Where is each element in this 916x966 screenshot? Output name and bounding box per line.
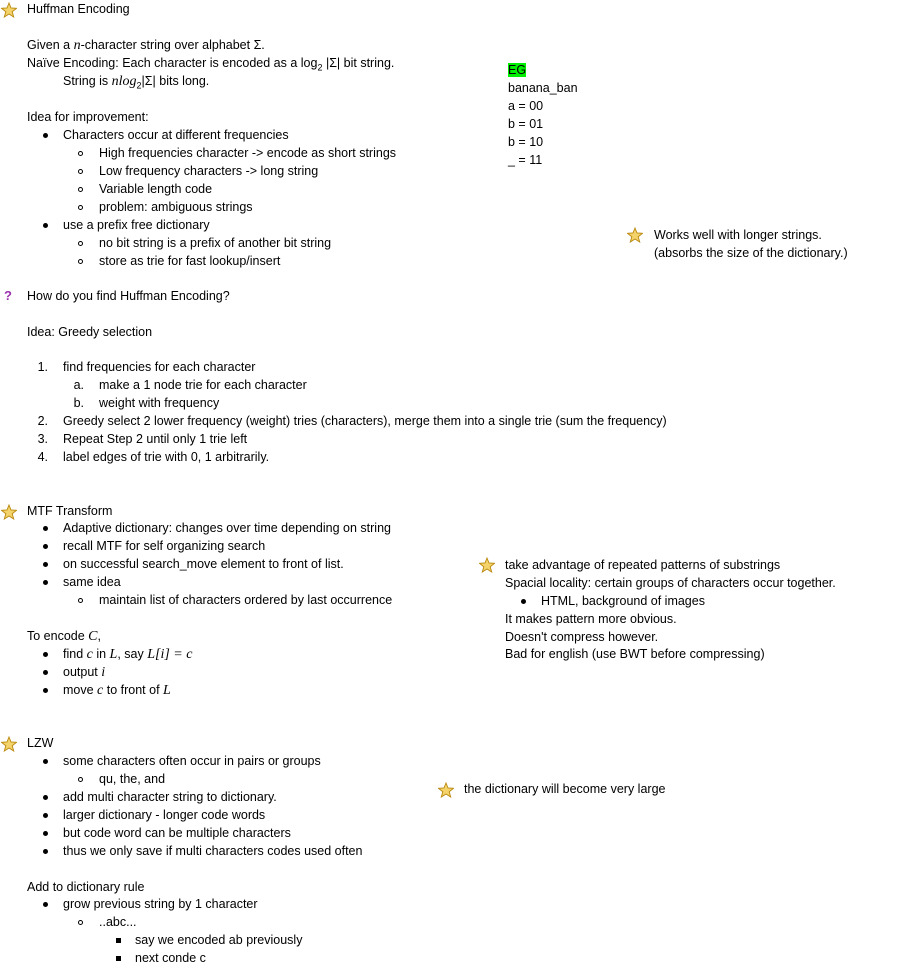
circle-bullet	[78, 169, 83, 174]
list-item: on successful search_move element to front of list.	[63, 557, 344, 571]
given-line: Given a n-character string over alphabet Σ.	[27, 38, 265, 53]
list-item: make a 1 node trie for each character	[99, 378, 307, 392]
section-title-find: How do you find Huffman Encoding?	[27, 289, 230, 303]
list-item: weight with frequency	[99, 396, 220, 410]
section-title-lzw: LZW	[27, 736, 54, 750]
list-item: store as trie for fast lookup/insert	[99, 254, 281, 268]
circle-bullet	[78, 151, 83, 156]
star-icon	[1, 504, 17, 520]
string-length-line: String is nlog$_2$|Σ| bits long.	[63, 74, 210, 91]
side-note: Works well with longer strings.	[654, 228, 822, 242]
list-item: find c in L, say L[i] = c	[63, 647, 193, 662]
eg-line: banana_ban	[508, 81, 578, 95]
side-note: (absorbs the size of the dictionary.)	[654, 246, 848, 260]
list-item: Characters occur at different frequencies	[63, 128, 289, 142]
list-item: some characters often occur in pairs or groups	[63, 754, 321, 768]
list-letter: a.	[73, 378, 84, 392]
idea-heading: Idea for improvement:	[27, 110, 149, 124]
list-item: label edges of trie with 0, 1 arbitrarily.	[63, 450, 270, 464]
list-item: Greedy select 2 lower frequency (weight) tries (characters), merge them into a single trie (sum the frequency)	[63, 414, 667, 428]
star-icon	[1, 736, 17, 752]
bullet	[43, 544, 48, 549]
star-icon	[1, 2, 17, 18]
side-note: HTML, background of images	[541, 594, 705, 608]
bullet	[43, 652, 48, 657]
circle-bullet	[78, 241, 83, 246]
list-number: 1.	[37, 360, 48, 374]
bullet	[43, 831, 48, 836]
list-item: next conde c	[135, 951, 206, 965]
side-note: the dictionary will become very large	[464, 782, 666, 796]
encode-heading: To encode C,	[27, 629, 101, 644]
bullet	[521, 599, 526, 604]
idea-line: Idea: Greedy selection	[27, 325, 153, 339]
bullet	[43, 223, 48, 228]
circle-bullet	[78, 187, 83, 192]
bullet	[43, 795, 48, 800]
list-item: Repeat Step 2 until only 1 trie left	[63, 432, 248, 446]
question-icon: ?	[4, 288, 12, 303]
list-item: qu, the, and	[99, 772, 166, 786]
eg-line: b = 01	[508, 117, 544, 131]
list-item: ..abc...	[99, 915, 137, 929]
bullet	[43, 688, 48, 693]
bullet	[43, 670, 48, 675]
bullet	[43, 849, 48, 854]
list-number: 4.	[37, 450, 48, 464]
side-note: Bad for english (use BWT before compressing)	[505, 647, 765, 661]
list-item: output i	[63, 665, 106, 680]
list-item: move c to front of L	[63, 683, 171, 698]
bullet	[43, 580, 48, 585]
list-item: Variable length code	[99, 182, 213, 196]
list-item: use a prefix free dictionary	[63, 218, 210, 232]
eg-line: _ = 11	[508, 153, 543, 167]
square-bullet	[116, 938, 121, 943]
list-item: Adaptive dictionary: changes over time depending on string	[63, 521, 391, 535]
section-title-mtf: MTF Transform	[27, 504, 113, 518]
list-item: but code word can be multiple characters	[63, 826, 291, 840]
list-item: High frequencies character -> encode as short strings	[99, 146, 397, 160]
bullet	[43, 133, 48, 138]
list-letter: b.	[73, 396, 84, 410]
list-item: grow previous string by 1 character	[63, 897, 258, 911]
list-item: find frequencies for each character	[63, 360, 256, 374]
eg-line: b = 10	[508, 135, 544, 149]
square-bullet	[116, 956, 121, 961]
bullet	[43, 562, 48, 567]
list-item: no bit string is a prefix of another bit string	[99, 236, 332, 250]
list-number: 2.	[37, 414, 48, 428]
bullet	[43, 526, 48, 531]
star-icon	[627, 227, 643, 243]
list-item: problem: ambiguous strings	[99, 200, 253, 214]
eg-label: EG	[508, 63, 527, 77]
circle-bullet	[78, 920, 83, 925]
list-item: Low frequency characters -> long string	[99, 164, 319, 178]
bullet	[43, 813, 48, 818]
circle-bullet	[78, 598, 83, 603]
star-icon	[438, 782, 454, 798]
list-item: same idea	[63, 575, 121, 589]
star-icon	[479, 557, 495, 573]
circle-bullet	[78, 259, 83, 264]
side-note: Spacial locality: certain groups of characters occur together.	[505, 576, 836, 590]
circle-bullet	[78, 205, 83, 210]
list-item: say we encoded ab previously	[135, 933, 303, 947]
list-number: 3.	[37, 432, 48, 446]
side-note: Doesn't compress however.	[505, 630, 659, 644]
list-item: recall MTF for self organizing search	[63, 539, 266, 553]
list-item: maintain list of characters ordered by last occurrence	[99, 593, 393, 607]
list-item: larger dictionary - longer code words	[63, 808, 266, 822]
naive-encoding-line: Naïve Encoding: Each character is encoded as a $\log_2 |\Sigma|$ bit string.	[27, 56, 395, 73]
eg-line: a = 00	[508, 99, 544, 113]
list-item: thus we only save if multi characters codes used often	[63, 844, 363, 858]
section-title-huffman: Huffman Encoding	[27, 2, 130, 16]
bullet	[43, 902, 48, 907]
side-note: It makes pattern more obvious.	[505, 612, 677, 626]
list-item: add multi character string to dictionary.	[63, 790, 277, 804]
bullet	[43, 759, 48, 764]
side-note: take advantage of repeated patterns of substrings	[505, 558, 781, 572]
rule-heading: Add to dictionary rule	[27, 880, 145, 894]
circle-bullet	[78, 777, 83, 782]
